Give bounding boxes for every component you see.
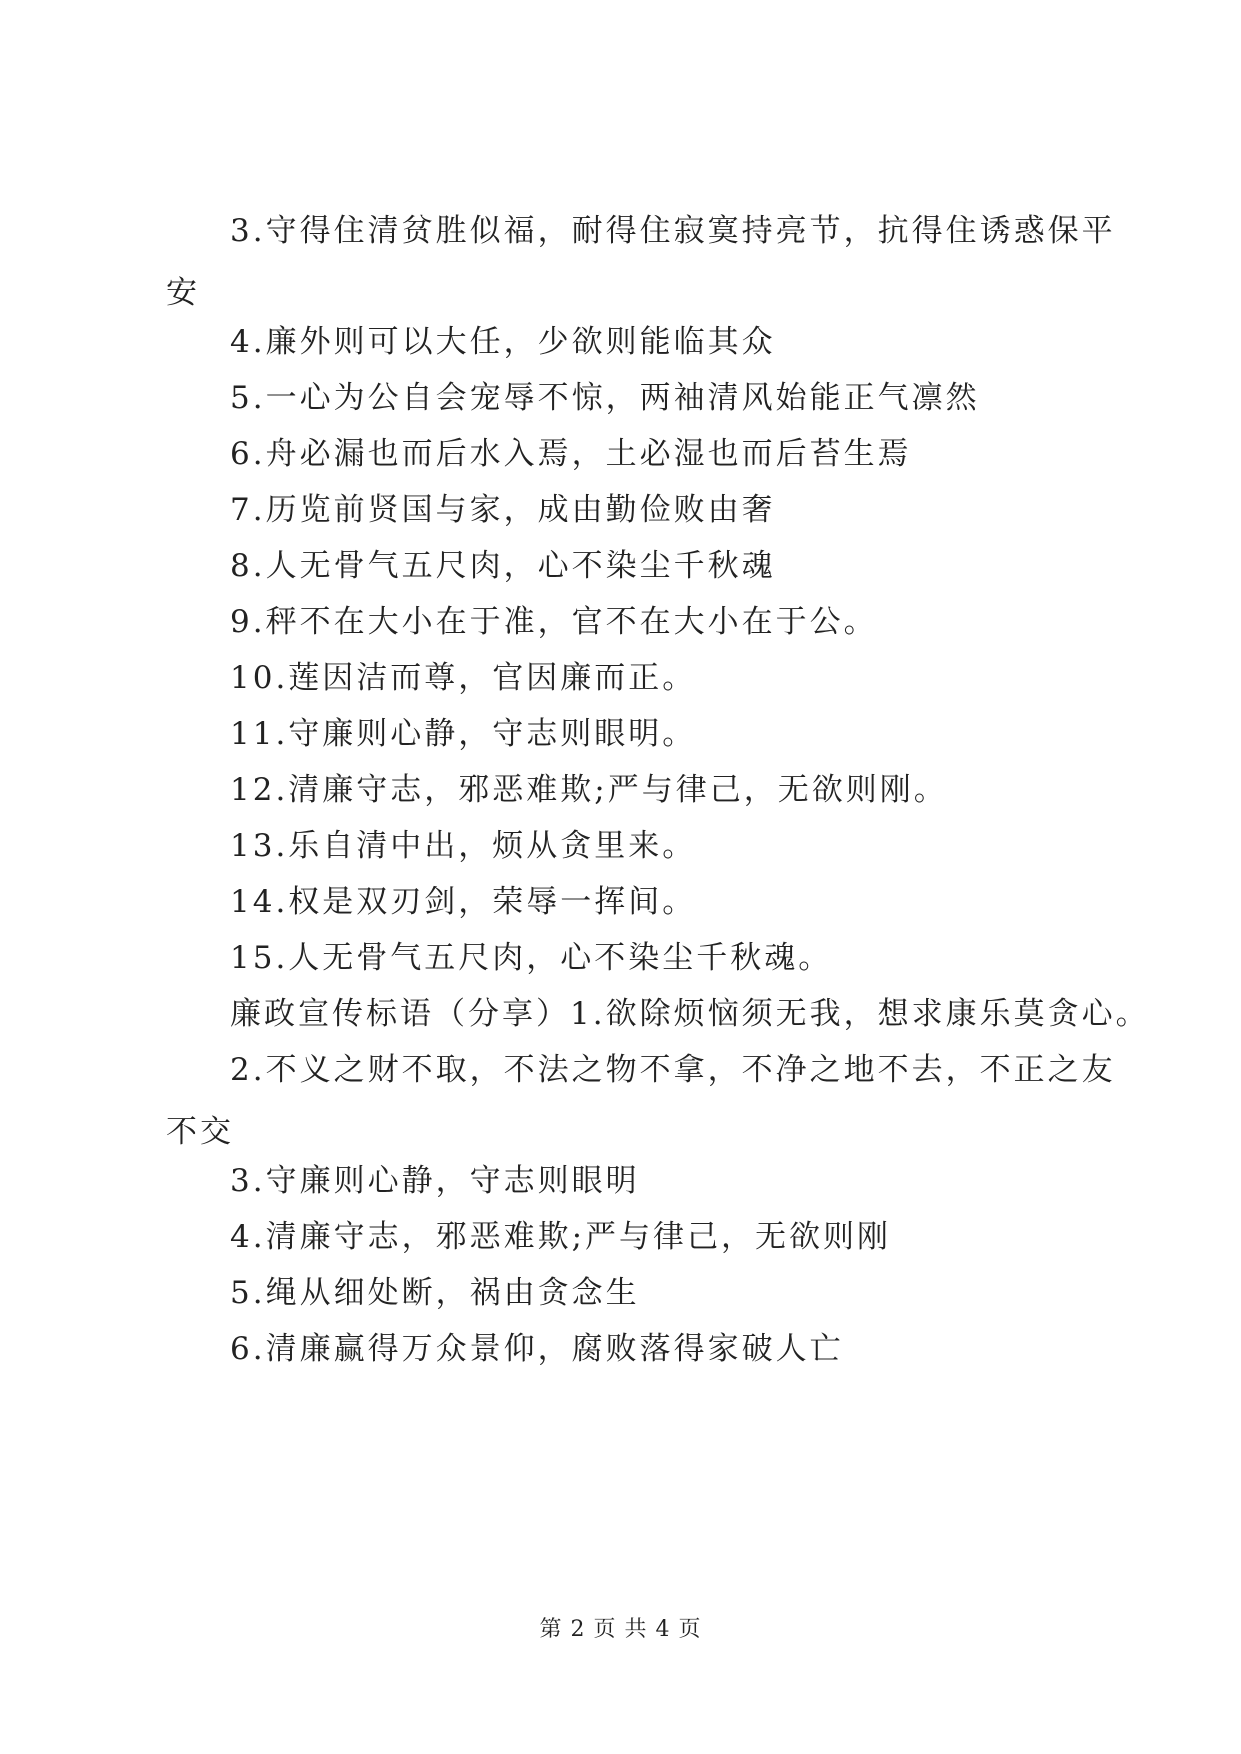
- section-heading-line: 廉政宣传标语（分享）1.欲除烦恼须无我，想求康乐莫贪心。: [230, 996, 1150, 1032]
- paragraph-line-10: 10.莲因洁而尊，官因廉而正。: [230, 660, 697, 696]
- paragraph-line-5: 5.一心为公自会宠辱不惊，两袖清风始能正气凛然: [230, 380, 980, 416]
- paragraph-line-5b: 5.绳从细处断，祸由贪念生: [230, 1275, 640, 1311]
- paragraph-text-continuation: 安: [166, 275, 200, 311]
- paragraph-line-14: 14.权是双刃剑，荣辱一挥间。: [230, 884, 697, 920]
- paragraph-line-8: 8.人无骨气五尺肉，心不染尘千秋魂: [230, 548, 776, 584]
- paragraph-line-13: 13.乐自清中出，烦从贪里来。: [230, 828, 697, 864]
- paragraph-text-first-line: 2.不义之财不取，不法之物不拿，不净之地不去，不正之友: [230, 1052, 1116, 1088]
- paragraph-line-9: 9.秤不在大小在于准，官不在大小在于公。: [230, 604, 878, 640]
- paragraph-line-6b: 6.清廉赢得万众景仰，腐败落得家破人亡: [230, 1331, 844, 1367]
- paragraph-line-4: 4.廉外则可以大任，少欲则能临其众: [230, 324, 776, 360]
- paragraph-line-11: 11.守廉则心静，守志则眼明。: [230, 716, 697, 752]
- paragraph-line-6: 6.舟必漏也而后水入焉，土必湿也而后苔生焉: [230, 436, 912, 472]
- paragraph-line-7: 7.历览前贤国与家，成由勤俭败由奢: [230, 492, 776, 528]
- paragraph-line-2b: [0, 1039, 1241, 1163]
- paragraph-line-3b: 3.守廉则心静，守志则眼明: [230, 1163, 640, 1199]
- paragraph-text-continuation: 不交: [166, 1114, 234, 1150]
- paragraph-text-first-line: 3.守得住清贫胜似福，耐得住寂寞持亮节，抗得住诱惑保平: [230, 213, 1116, 249]
- paragraph-line-4b: 4.清廉守志，邪恶难欺;严与律己，无欲则刚: [230, 1219, 892, 1255]
- page-number-footer: 第 2 页 共 4 页: [539, 1617, 702, 1642]
- paragraph-line-12: 12.清廉守志，邪恶难欺;严与律己，无欲则刚。: [230, 772, 948, 808]
- paragraph-line-15: 15.人无骨气五尺肉，心不染尘千秋魂。: [230, 940, 833, 976]
- paragraph-line-3: [0, 200, 1241, 324]
